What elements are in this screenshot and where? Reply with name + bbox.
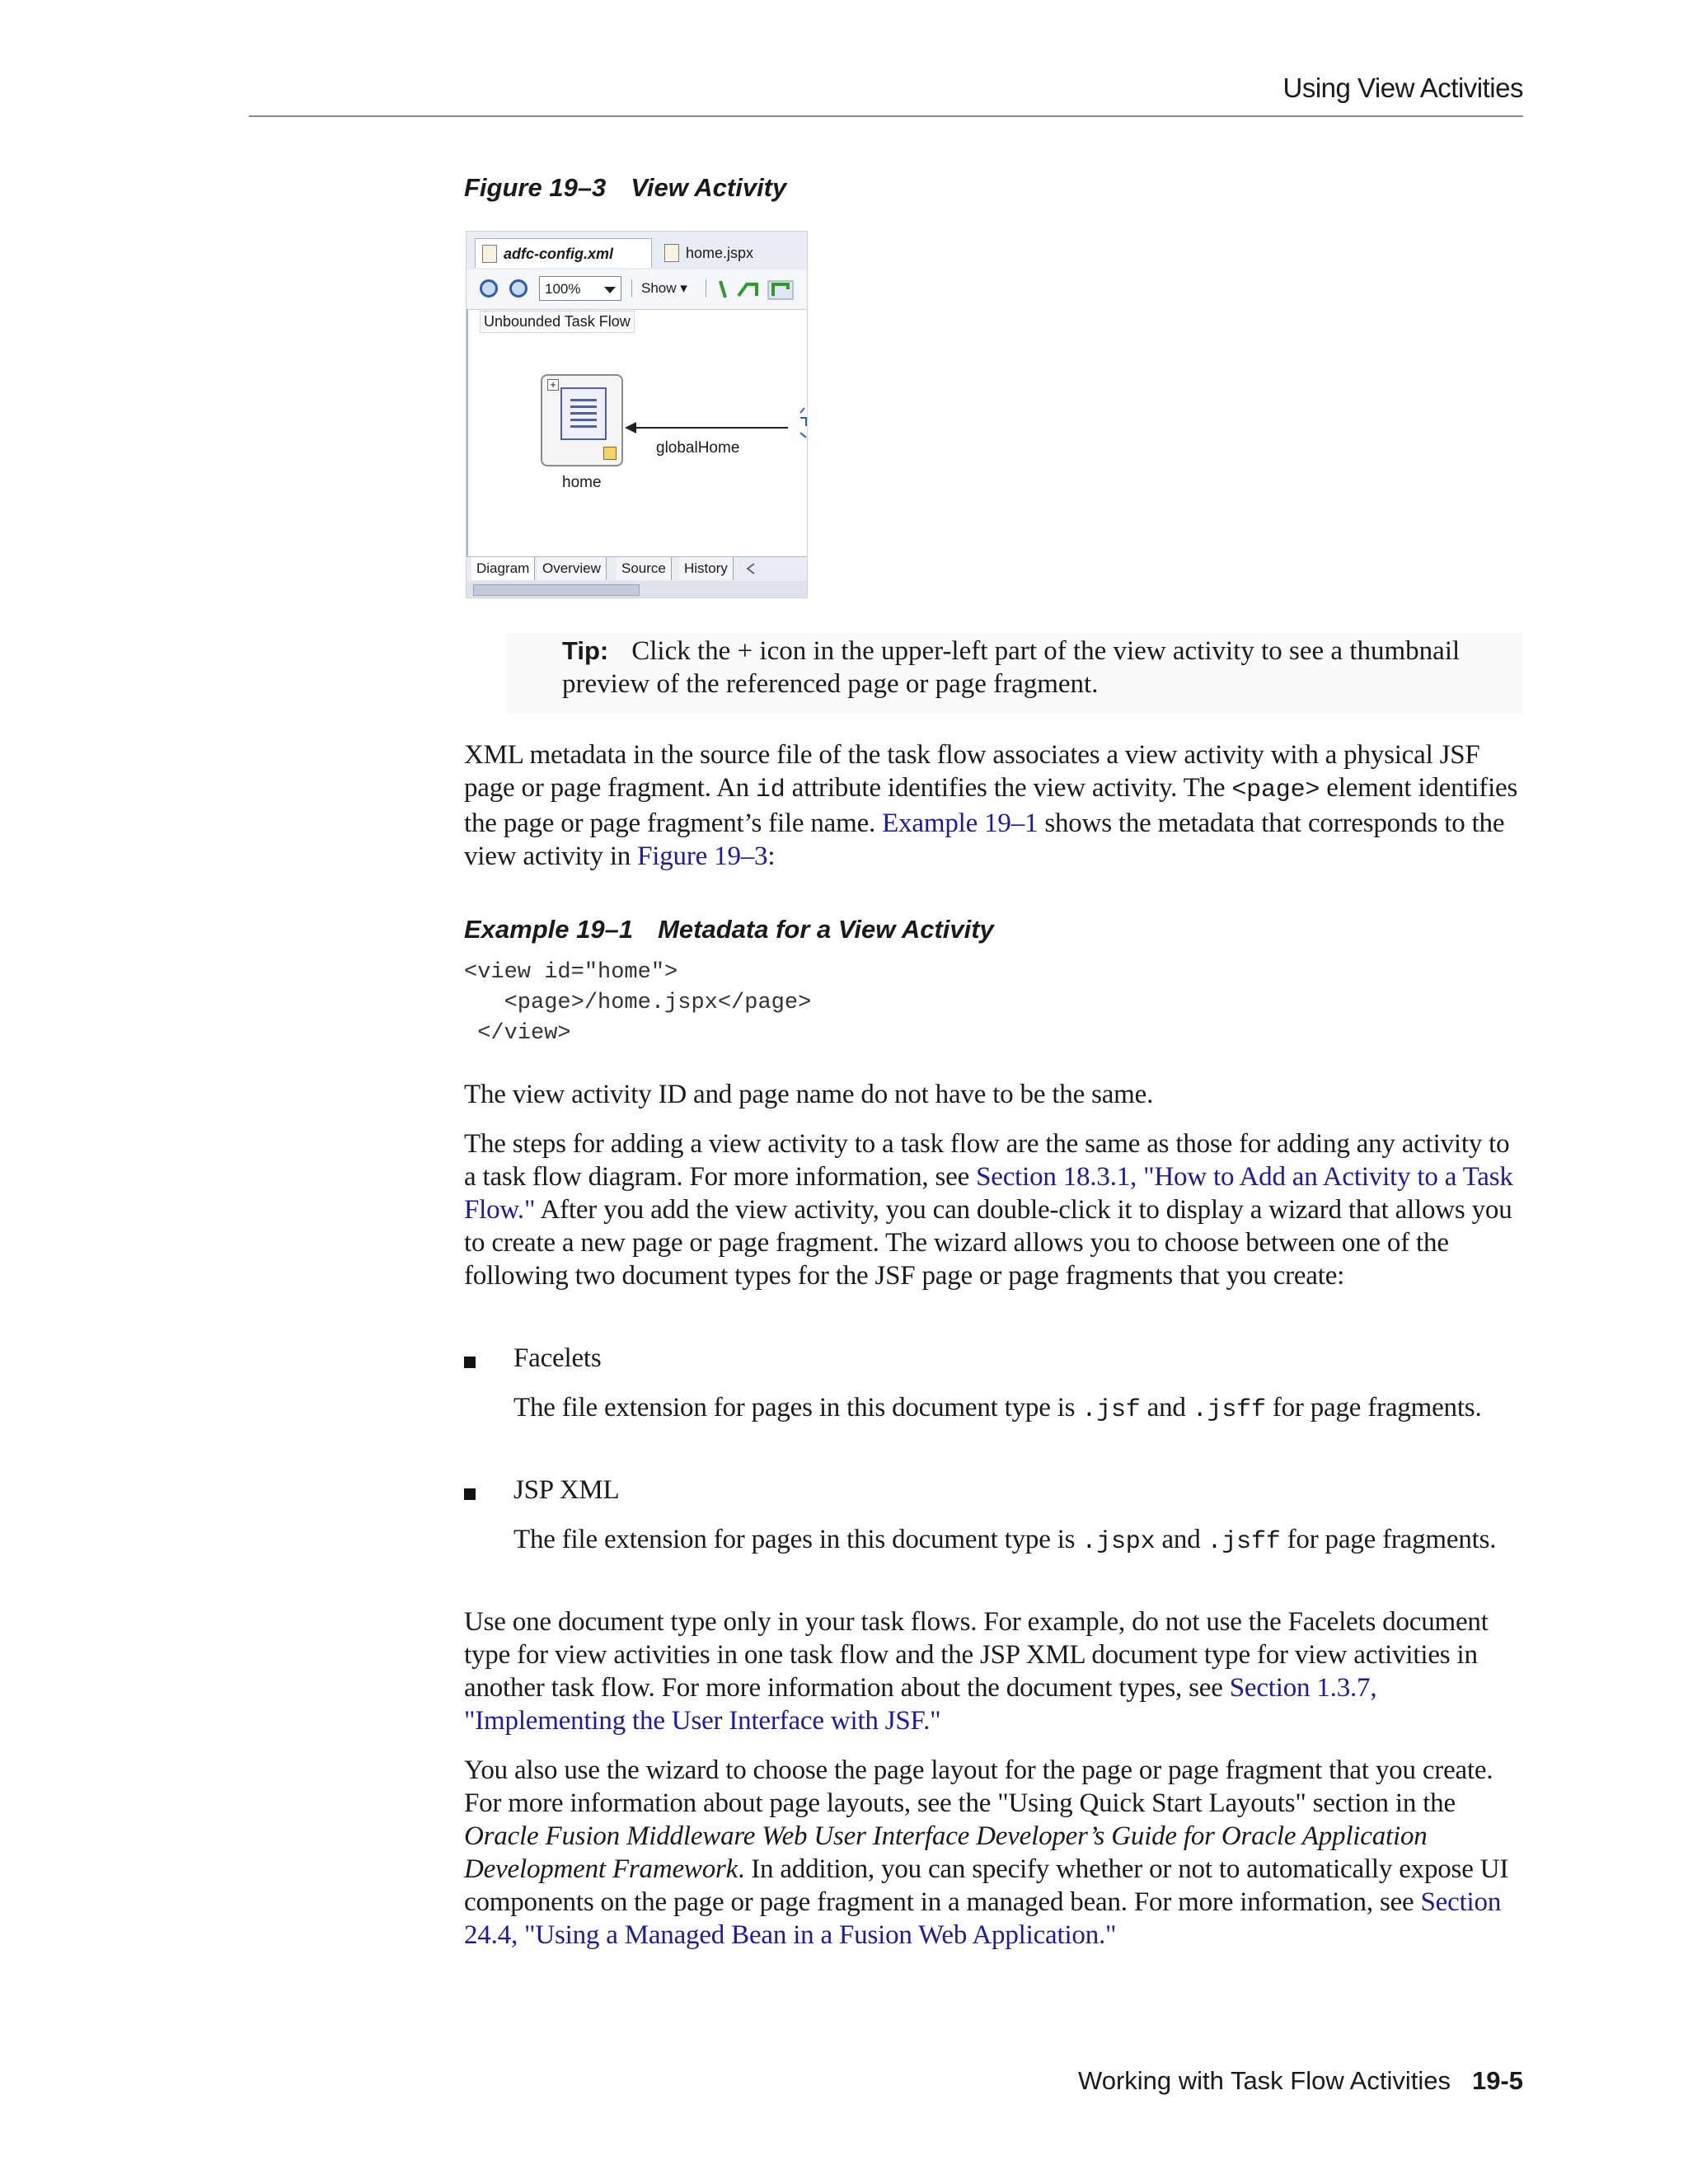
inline-code: .jsf <box>1081 1396 1141 1424</box>
xml-file-icon <box>482 245 497 263</box>
diagram-toolbar <box>467 269 808 310</box>
tip-label: Tip: <box>562 636 609 665</box>
view-activity-screenshot <box>466 231 808 598</box>
view-activity-node[interactable] <box>541 374 623 466</box>
running-header: Using View Activities <box>1282 73 1523 103</box>
zoom-in-icon[interactable] <box>480 279 498 298</box>
control-flow-label: globalHome <box>656 439 740 457</box>
bullet-title-facelets: Facelets <box>513 1343 602 1373</box>
inline-code: .jspx <box>1081 1528 1156 1556</box>
header-rule <box>249 115 1523 117</box>
paragraph-document-type <box>464 1605 1527 1737</box>
bullet-body-jsp-xml <box>513 1523 1519 1558</box>
toolbar-separator <box>631 279 632 298</box>
text: for page fragments. <box>1280 1525 1497 1554</box>
code-block: <view id="home"> <page>/home.jspx</page> </view> <box>464 960 812 1046</box>
paragraph-id-name: The view activity ID and page name do not have to be the same. <box>464 1080 1154 1109</box>
chevron-left-icon[interactable] <box>745 562 757 575</box>
text: : <box>767 841 776 871</box>
jspx-file-icon <box>664 244 679 262</box>
flow-tools-icons[interactable] <box>714 278 804 301</box>
scrollbar-thumb[interactable] <box>473 584 640 596</box>
tab-home-jspx-label: home.jspx <box>686 245 754 261</box>
bullet-title-jsp-xml: JSP XML <box>513 1475 620 1505</box>
text: After you add the view activity, you can double-click it to display a wizard that allows you to create a new page or page fragment. The wizard allows you to choose between one of the following two document types for the JSF page or page fragments that you create: <box>464 1195 1512 1291</box>
page-number: 19-5 <box>1471 2066 1523 2095</box>
text: and <box>1140 1393 1193 1422</box>
tip-text <box>562 635 1502 701</box>
control-flow-arrow <box>623 419 788 436</box>
text: element identifies the page or page fragment’s file name. <box>464 773 1518 838</box>
zoom-select[interactable] <box>539 276 621 301</box>
tip-body: Click the + icon in the upper-left part of the view activity to see a thumbnail preview of the referenced page or page fragment. <box>562 636 1461 699</box>
task-flow-label: Unbounded Task Flow <box>480 311 635 333</box>
bullet-marker <box>464 1357 476 1368</box>
tab-home-jspx[interactable] <box>658 238 806 268</box>
footer-title: Working with Task Flow Activities <box>1078 2066 1451 2095</box>
link-section-1-3-7[interactable]: Section 1.3.7, "Implementing the User Interface with JSF." <box>464 1673 1377 1736</box>
text: The steps for adding a view activity to a task flow are the same as those for adding any activity to a task flow diagram. For more information, see <box>464 1129 1510 1192</box>
text: The file extension for pages in this document type is <box>513 1393 1082 1422</box>
inline-code: .jsff <box>1207 1528 1281 1556</box>
chevron-down-icon <box>604 287 616 293</box>
zoom-out-icon[interactable] <box>509 279 528 298</box>
figure-title: View Activity <box>631 173 787 202</box>
zoom-value: 100% <box>545 281 581 297</box>
tab-adfc-config[interactable] <box>475 238 652 268</box>
show-menu[interactable]: Show ▾ <box>641 280 687 296</box>
figure-caption <box>464 173 786 203</box>
editor-bottom-tabs <box>467 556 808 582</box>
text: for page fragments. <box>1265 1393 1482 1422</box>
view-node-label: home <box>562 474 602 491</box>
page-badge-icon <box>603 447 617 460</box>
example-caption <box>464 915 994 944</box>
expand-plus-icon[interactable]: + <box>547 379 559 391</box>
inline-code: id <box>756 776 785 804</box>
horizontal-scrollbar[interactable] <box>467 581 808 598</box>
offscreen-node-edge <box>798 406 808 439</box>
page-icon <box>560 387 607 440</box>
page-footer <box>0 2066 1523 2096</box>
link-section-18-3-1[interactable]: Section 18.3.1, "How to Add an Activity to a Task Flow." <box>464 1162 1513 1225</box>
text: shows the metadata that corresponds to the view activity in <box>464 808 1505 871</box>
tab-source[interactable]: Source <box>617 557 672 580</box>
text: attribute identifies the view activity. The <box>785 773 1232 803</box>
link-figure-19-3[interactable]: Figure 19–3 <box>637 841 768 871</box>
link-example-19-1[interactable]: Example 19–1 <box>882 808 1039 838</box>
text: Use one document type only in your task flows. For example, do not use the Facelets document type for view activities in one task flow and the JSP XML document type for view activities in another task flow. For more information about the document types, see <box>464 1607 1489 1703</box>
tab-adfc-config-label: adfc-config.xml <box>504 246 614 262</box>
tab-history[interactable]: History <box>679 557 734 580</box>
example-title: Metadata for a View Activity <box>658 915 994 944</box>
example-number: Example 19–1 <box>464 915 634 944</box>
paragraph-page-layout <box>464 1754 1527 1952</box>
inline-code: <page> <box>1231 776 1320 804</box>
text: You also use the wizard to choose the page layout for the page or page fragment that you create. For more information about page layouts, see the "Using Quick Start Layouts" section in the <box>464 1755 1493 1818</box>
figure-number: Figure 19–3 <box>464 173 607 202</box>
text: XML metadata in the source file of the task flow associates a view activity with a physical JSF page or page fragment. An <box>464 740 1480 803</box>
text: . In addition, you can specify whether or not to automatically expose UI components on the page or page fragment in a managed bean. For more information, see <box>464 1854 1509 1917</box>
text: The file extension for pages in this document type is <box>513 1525 1082 1554</box>
inline-code: .jsff <box>1192 1396 1266 1424</box>
link-section-24-4[interactable]: Section 24.4, "Using a Managed Bean in a Fusion Web Application." <box>464 1887 1502 1950</box>
text: and <box>1155 1525 1207 1554</box>
editor-tab-bar <box>467 232 808 270</box>
paragraph-xml-metadata <box>464 738 1527 873</box>
tab-diagram[interactable]: Diagram <box>471 557 535 580</box>
tab-overview[interactable]: Overview <box>537 557 607 580</box>
bullet-body-facelets <box>513 1391 1519 1427</box>
bullet-marker <box>464 1488 476 1500</box>
book-title: Oracle Fusion Middleware Web User Interface Developer’s Guide for Oracle Application Development Framework <box>464 1821 1428 1884</box>
paragraph-adding-view-activity <box>464 1127 1527 1292</box>
